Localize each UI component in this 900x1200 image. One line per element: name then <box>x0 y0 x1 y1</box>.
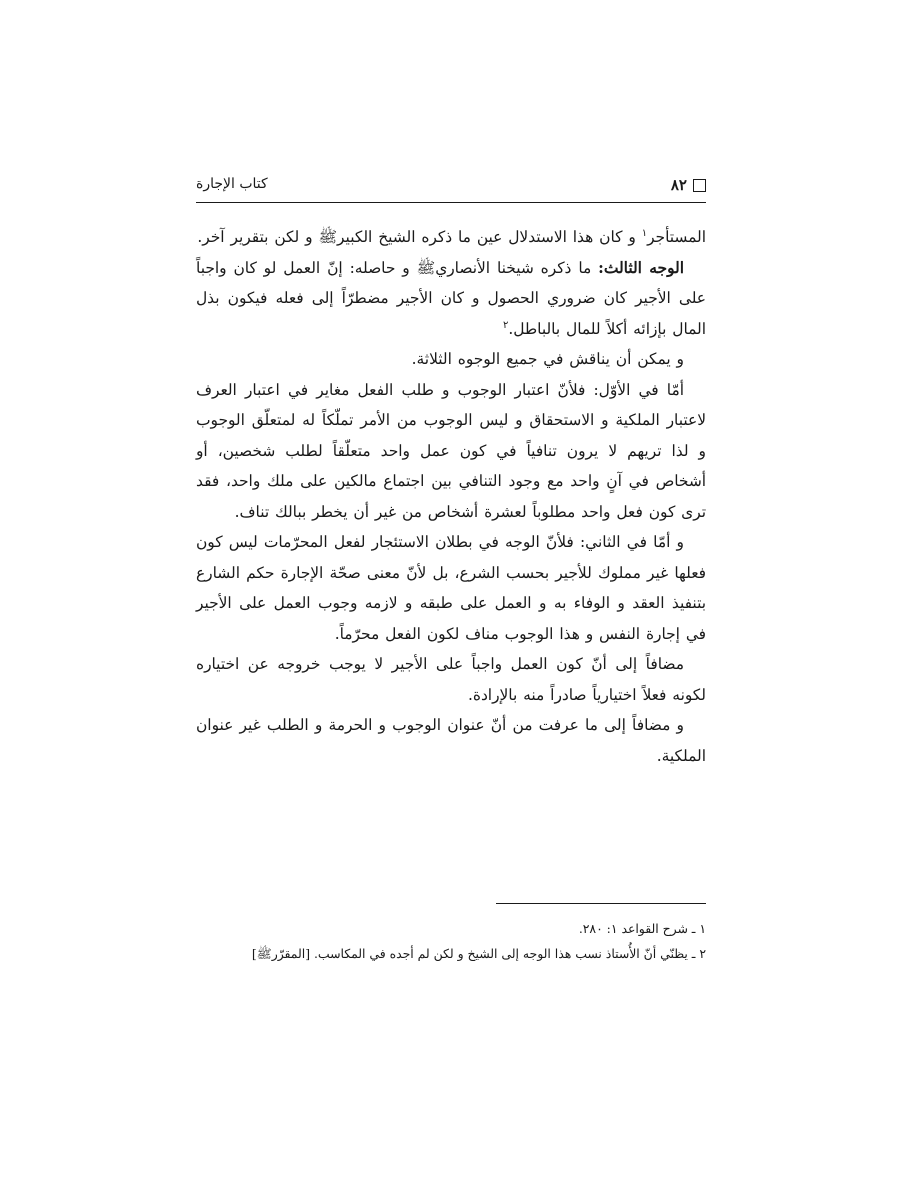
paragraph-1 <box>196 222 706 253</box>
third-aspect-label: الوجه الثالث: <box>598 258 684 277</box>
footnote-ref-2: ٢ <box>502 319 509 331</box>
page-number: ٨٢ <box>670 176 687 194</box>
paragraph-6: مضافاً إلى أنّ كون العمل واجباً على الأجير لا يوجب خروجه عن اختياره لكونه فعلاً اختيارياً صادراً منه بالإرادة. <box>196 655 706 704</box>
paragraph-3: و يمكن أن يناقش في جميع الوجوه الثلاثة. <box>411 350 684 368</box>
footnote-2: ٢ ـ يظنّي أنّ الأُستاذ نسب هذا الوجه إلى الشيخ و لكن لم أجده في المكاسب. [المقرّرﷺ] <box>251 946 706 961</box>
paragraph-1-rest: و كان هذا الاستدلال عين ما ذكره الشيخ الكبيرﷺ و لكن بتقرير آخر. <box>197 228 642 246</box>
paragraph-5: و أمّا في الثاني: فلأنّ الوجه في بطلان الاستئجار لفعل المحرّمات ليس كون فعلها غير مملوك للأجير بحسب الشرع، بل لأنّ معنى صحّة الإجارة حكم الشارع بتنفيذ العقد و الوفاء به و العمل على طبقه و لازمه وجوب العمل على الأجير في إجارة النفس و هذا الوجوب مناف لكون الفعل محرّماً. <box>196 533 706 643</box>
header-rule <box>196 202 706 203</box>
paragraph-2-text: ما ذكره شيخنا الأنصاريﷺ و حاصله: إنّ العمل لو كان واجباً على الأجير كان ضروري الحصول و كان الأجير مضطرّاً إلى فعله فيكون بذل المال بإزائه أكلاً للمال بالباطل. <box>196 258 706 338</box>
book-title: كتاب الإجارة <box>196 176 268 192</box>
paragraph-1-text: المستأجر <box>647 228 706 246</box>
running-header <box>196 170 706 200</box>
square-bullet-icon <box>693 179 706 192</box>
paragraph-2 <box>196 253 706 345</box>
footnote-ref-1: ١ <box>641 227 648 239</box>
footnote-separator <box>496 903 706 904</box>
paragraph-7: و مضافاً إلى ما عرفت من أنّ عنوان الوجوب و الحرمة و الطلب غير عنوان الملكية. <box>196 716 706 765</box>
paragraph-4: أمّا في الأوّل: فلأنّ اعتبار الوجوب و طلب الفعل مغاير في اعتبار العرف لاعتبار الملكية و الاستحقاق و ليس الوجوب من الأمر تملّكاً له لمتعلّق الوجوب و لذا تريهم لا يرون تنافياً في كون عمل واحد متعلّقاً لطلب شخصين، أو أشخاص في آنٍ واحد مع وجود التنافي بين اجتماع مالكين على ملك واحد، فقد ترى كون فعل واحد مطلوباً لعشرة أشخاص من غير أن يخطر ببالك تناف. <box>196 380 706 521</box>
main-text <box>196 222 706 771</box>
footnote-1: ١ ـ شرح القواعد ١: ٢٨٠. <box>578 921 706 936</box>
page-number-block <box>671 176 706 194</box>
footnotes <box>196 916 706 966</box>
